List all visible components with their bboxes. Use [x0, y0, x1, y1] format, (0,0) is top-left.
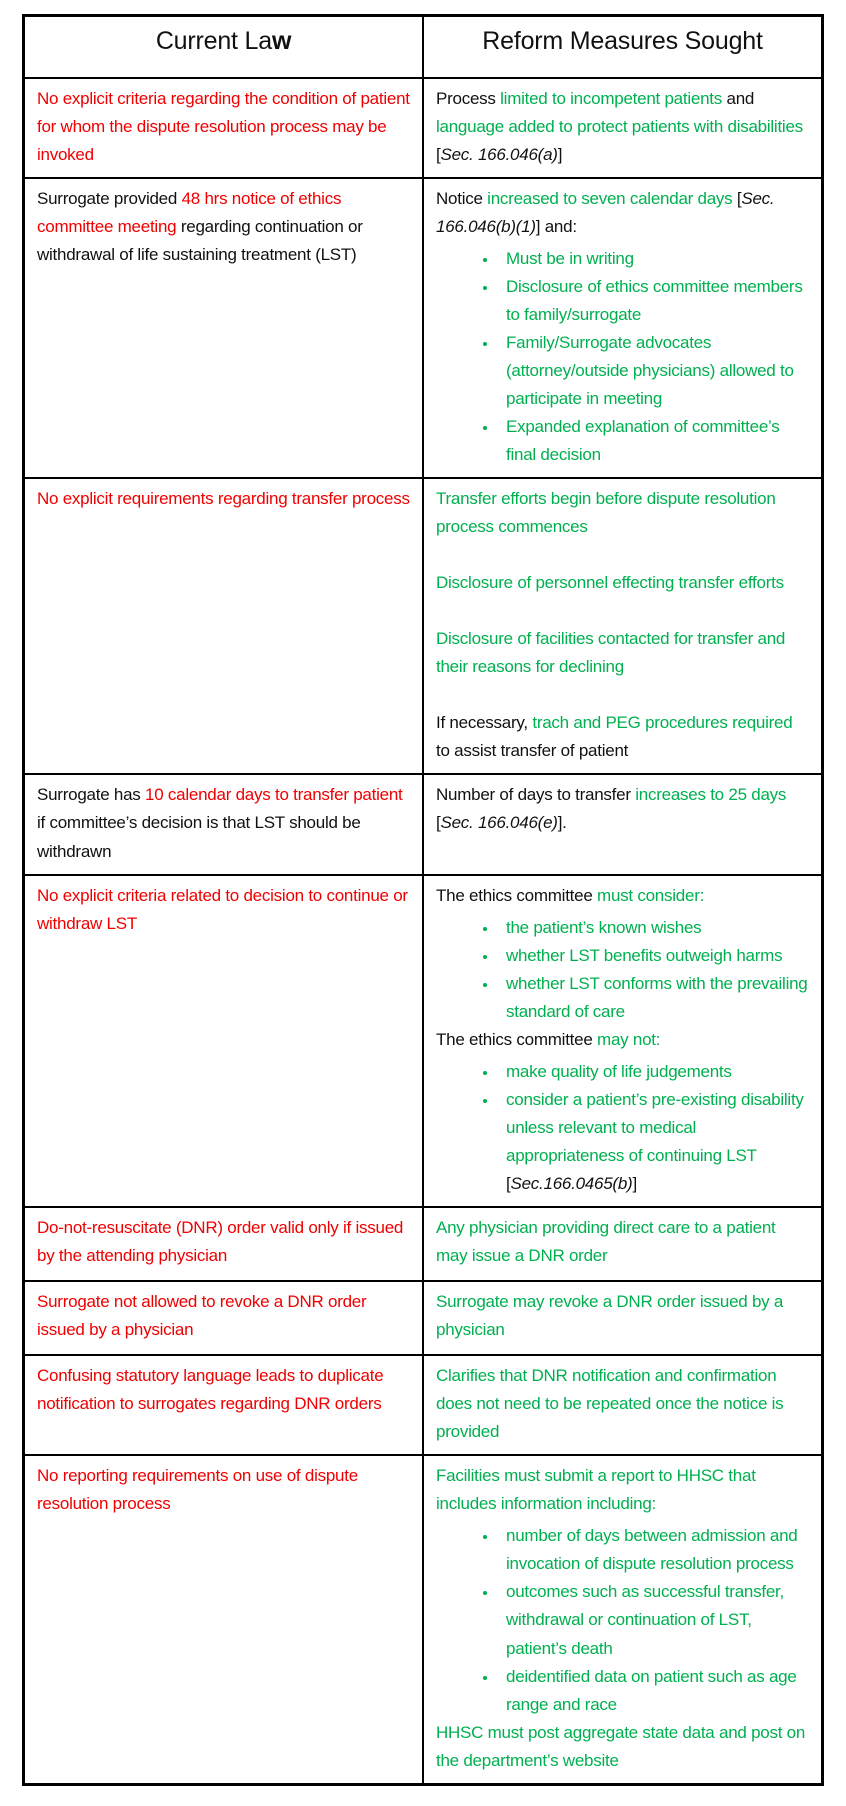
current-law-cell	[24, 1455, 424, 1784]
table-row	[24, 178, 823, 478]
law-comparison-table	[22, 14, 824, 1786]
text-run: regarding continuation or withdrawal of life sustaining treatment (LST)	[37, 216, 363, 264]
reform-measures-cell	[423, 178, 823, 478]
bullet-item	[498, 1086, 809, 1198]
text-run: Sec.166.0465(b)	[510, 1174, 633, 1194]
bullet-item	[498, 245, 809, 273]
bullet-list	[436, 914, 809, 1026]
paragraph	[436, 1288, 809, 1344]
paragraph	[37, 882, 410, 938]
paragraph	[436, 1362, 809, 1446]
bullet-list	[436, 1522, 809, 1718]
text-run: whether LST benefits outweigh harms	[506, 945, 783, 965]
current-law-cell	[24, 78, 424, 178]
current-law-cell	[24, 1207, 424, 1281]
text-run: Surrogate may revoke a DNR order issued by a physician	[436, 1292, 784, 1340]
table-row	[24, 478, 823, 774]
current-law-header	[24, 16, 424, 78]
text-run: number of days between admission and invocation of dispute resolution process	[506, 1526, 798, 1574]
bullet-item	[498, 413, 809, 469]
bullet-item	[498, 329, 809, 413]
text-run: [	[436, 813, 441, 833]
text-run: Sec. 166.046(a)	[440, 144, 558, 164]
paragraph	[436, 1719, 809, 1775]
current-law-cell	[24, 1281, 424, 1355]
text-run: Do-not-resuscitate (DNR) order valid only if issued by the attending physician	[37, 1218, 404, 1266]
text-run: Sec. 166.046(b)(1)	[436, 188, 775, 236]
text-run: Disclosure of ethics committee members to family/surrogate	[506, 276, 803, 324]
text-run: No explicit criteria regarding the condition of patient for whom the dispute resolution process may be invoked	[37, 88, 410, 164]
paragraph	[37, 485, 410, 513]
reform-measures-cell	[423, 1281, 823, 1355]
reform-measures-cell	[423, 1355, 823, 1455]
text-run: language added to protect patients with disabilities	[436, 116, 803, 136]
paragraph	[37, 1462, 410, 1518]
text-run: [	[436, 144, 441, 164]
bullet-item	[498, 970, 809, 1026]
paragraph	[436, 485, 809, 541]
text-run: Sec. 166.046(e)	[440, 813, 558, 833]
text-run: Surrogate not allowed to revoke a DNR order issued by a physician	[37, 1292, 367, 1340]
current-law-cell	[24, 178, 424, 478]
paragraph	[37, 85, 410, 169]
current-law-cell	[24, 478, 424, 774]
paragraph	[436, 85, 809, 169]
paragraph	[37, 1214, 410, 1270]
bullet-item	[498, 914, 809, 942]
text-run: 10 calendar days to transfer patient	[145, 785, 403, 805]
text-run: trach and PEG procedures required	[527, 713, 793, 733]
text-run: ].	[557, 813, 567, 833]
text-run: whether LST conforms with the prevailing standard of care	[506, 973, 808, 1021]
paragraph	[436, 1026, 809, 1054]
text-run: outcomes such as successful transfer, withdrawal or continuation of LST, patient’s death	[506, 1582, 784, 1658]
bullet-item	[498, 1578, 809, 1662]
text-run: Must be in writing	[506, 248, 634, 268]
current-law-header-bold-letter: w	[271, 27, 292, 55]
text-run: [	[732, 188, 742, 208]
text-run: increases to 25 days	[635, 785, 787, 805]
table-row	[24, 875, 823, 1208]
text-run: Notice	[436, 188, 488, 208]
text-run: Clarifies that DNR notification and confirmation does not need to be repeated once the notice is provided	[436, 1366, 784, 1442]
text-run: and	[722, 88, 755, 108]
text-run: may not:	[597, 1029, 661, 1049]
reform-measures-header: Reform Measures Sought	[423, 16, 823, 78]
text-run: The ethics committee	[436, 1029, 598, 1049]
text-run: No reporting requirements on use of dispute resolution process	[37, 1466, 358, 1514]
bullet-list	[436, 1058, 809, 1198]
reform-measures-cell	[423, 1207, 823, 1281]
bullet-item	[498, 942, 809, 970]
text-run: Number of days to transfer	[436, 785, 636, 805]
current-law-cell	[24, 875, 424, 1208]
paragraph	[436, 185, 809, 241]
paragraph	[436, 709, 809, 765]
text-run: the patient’s known wishes	[506, 917, 702, 937]
text-run: Disclosure of facilities contacted for transfer and their reasons for declining	[436, 629, 786, 677]
table-row	[24, 1281, 823, 1355]
text-run: must consider:	[597, 885, 705, 905]
reform-measures-cell	[423, 875, 823, 1208]
text-run: The ethics committee	[436, 885, 598, 905]
text-run: Expanded explanation of committee’s final decision	[506, 417, 780, 465]
table-row	[24, 1355, 823, 1455]
text-run: if committee’s decision is that LST should be withdrawn	[37, 813, 361, 861]
paragraph	[37, 1362, 410, 1418]
text-run: make quality of life judgements	[506, 1061, 732, 1081]
reform-measures-cell	[423, 478, 823, 774]
paragraph	[37, 185, 410, 269]
text-run: Surrogate has	[37, 785, 146, 805]
text-run: No explicit requirements regarding transfer process	[37, 489, 410, 509]
text-run: Surrogate provided	[37, 188, 182, 208]
text-run: deidentified data on patient such as age range and race	[506, 1666, 797, 1714]
paragraph	[436, 625, 809, 681]
paragraph	[436, 781, 809, 837]
table-row	[24, 78, 823, 178]
table-row	[24, 774, 823, 874]
bullet-list	[436, 245, 809, 469]
text-run: limited to incompetent patients	[500, 88, 723, 108]
reform-measures-cell	[423, 78, 823, 178]
text-run: Disclosure of personnel effecting transfer efforts	[436, 573, 784, 593]
bullet-item	[498, 1522, 809, 1578]
text-run: Family/Surrogate advocates (attorney/outside physicians) allowed to participate in meeting	[506, 332, 794, 408]
table-row	[24, 1455, 823, 1784]
table-row	[24, 1207, 823, 1281]
current-law-cell	[24, 774, 424, 874]
text-run: ] and:	[535, 216, 577, 236]
text-run: increased to seven calendar days	[487, 188, 733, 208]
paragraph	[436, 1214, 809, 1270]
text-run: No explicit criteria related to decision to continue or withdraw LST	[37, 885, 408, 933]
text-run: If necessary,	[436, 713, 528, 733]
text-run: ]	[632, 1174, 637, 1194]
current-law-header-text: Current La	[155, 27, 272, 55]
text-run: Process	[436, 88, 501, 108]
text-run: HHSC must post aggregate state data and post on the department’s website	[436, 1722, 806, 1770]
bullet-item	[498, 1663, 809, 1719]
reform-measures-cell	[423, 774, 823, 874]
current-law-cell	[24, 1355, 424, 1455]
paragraph	[37, 1288, 410, 1344]
text-run: Any physician providing direct care to a patient may issue a DNR order	[436, 1218, 776, 1266]
text-run: 48 hrs notice of ethics committee meeting	[37, 188, 342, 236]
paragraph	[37, 781, 410, 865]
comparison-table-body	[24, 78, 823, 1785]
paragraph	[436, 1462, 809, 1518]
paragraph	[436, 569, 809, 597]
text-run: Confusing statutory language leads to duplicate notification to surrogates regarding DNR orders	[37, 1366, 384, 1414]
bullet-item	[498, 273, 809, 329]
text-run: ]	[557, 144, 563, 164]
text-run: [	[506, 1174, 511, 1194]
text-run: Facilities must submit a report to HHSC that includes information including:	[436, 1466, 756, 1514]
bullet-item	[498, 1058, 809, 1086]
paragraph	[436, 882, 809, 910]
header-row	[24, 16, 823, 78]
text-run: to assist transfer of patient	[436, 741, 629, 761]
text-run: Transfer efforts begin before dispute resolution process commences	[436, 489, 776, 537]
reform-measures-cell	[423, 1455, 823, 1784]
text-run: consider a patient’s pre-existing disability unless relevant to medical appropriateness of continuing LST	[506, 1089, 804, 1165]
